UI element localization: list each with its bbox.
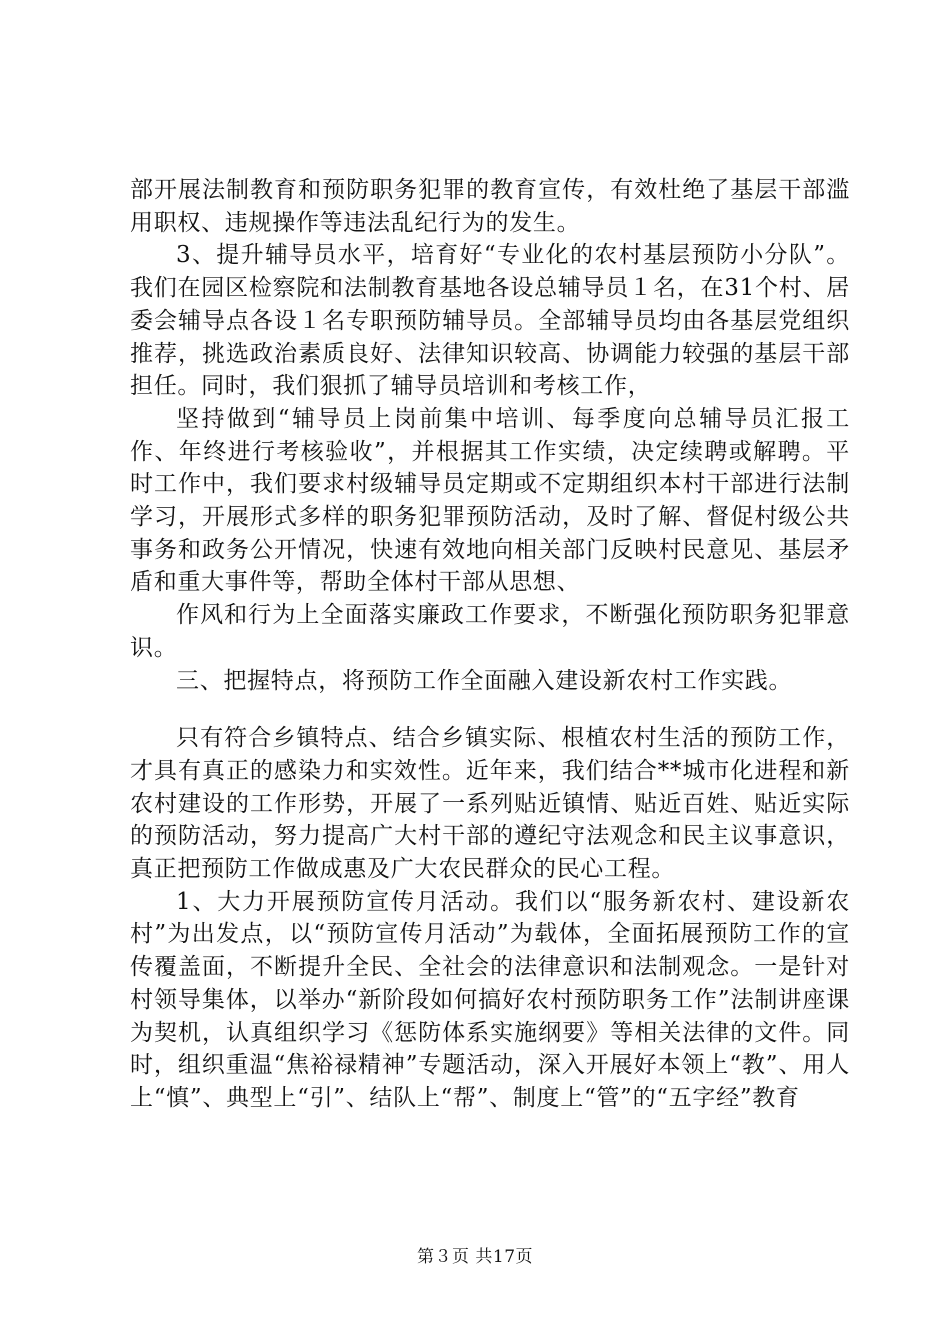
paragraph-6: 1、大力开展预防宣传月活动。我们以“服务新农村、建设新农村”为出发点，以“预防宣传月活动”为载体，全面拓展预防工作的宣传覆盖面，不断提升全民、全社会的法律意识和法制观念。一是针对村领导集体，以举办“新阶段如何搞好农村预防职务工作”法制讲座课为契机，认真组织学习《惩防体系实施纲要》等相关法律的文件。同时，组织重温“焦裕禄精神”专题活动，深入开展好本领上“教”、用人上“慎”、典型上“引”、结队上“帮”、制度上“管”的“五字经”教育 xyxy=(130,888,850,1111)
page-footer: 第３页 共17页 xyxy=(416,1247,534,1267)
paragraph-gap xyxy=(130,697,850,722)
paragraph-1: 部开展法制教育和预防职务犯罪的教育宣传，有效杜绝了基层干部滥用职权、违规操作等违法乱纪行为的发生。 xyxy=(130,177,850,236)
paragraph-3: 坚持做到“辅导员上岗前集中培训、每季度向总辅导员汇报工作、年终进行考核验收”，并根据其工作实绩，决定续聘或解聘。平时工作中，我们要求村级辅导员定期或不定期组织本村干部进行法制学习，开展形式多样的职务犯罪预防活动，及时了解、督促村级公共事务和政务公开情况，快速有效地向相关部门反映村民意见、基层矛盾和重大事件等，帮助全体村干部从思想、 xyxy=(130,405,850,596)
paragraph-2: 3、提升辅导员水平，培育好“专业化的农村基层预防小分队”。我们在园区检察院和法制教育基地各设总辅导员１名，在31个村、居委会辅导点各设１名专职预防辅导员。全部辅导员均由各基层党组织推荐，挑选政治素质良好、法律知识较高、协调能力较强的基层干部担任。同时，我们狠抓了辅导员培训和考核工作， xyxy=(130,242,850,400)
document-body xyxy=(130,174,850,1115)
section-heading-3: 三、把握特点，将预防工作全面融入建设新农村工作实践。 xyxy=(176,667,793,694)
paragraph-4: 作风和行为上全面落实廉政工作要求，不断强化预防职务犯罪意识。 xyxy=(130,602,850,661)
paragraph-5: 只有符合乡镇特点、结合乡镇实际、根植农村生活的预防工作，才具有真正的感染力和实效性。近年来，我们结合**城市化进程和新农村建设的工作形势，开展了一系列贴近镇情、贴近百姓、贴近实际的预防活动，努力提高广大村干部的遵纪守法观念和民主议事意识，真正把预防工作做成惠及广大农民群众的民心工程。 xyxy=(130,725,850,883)
